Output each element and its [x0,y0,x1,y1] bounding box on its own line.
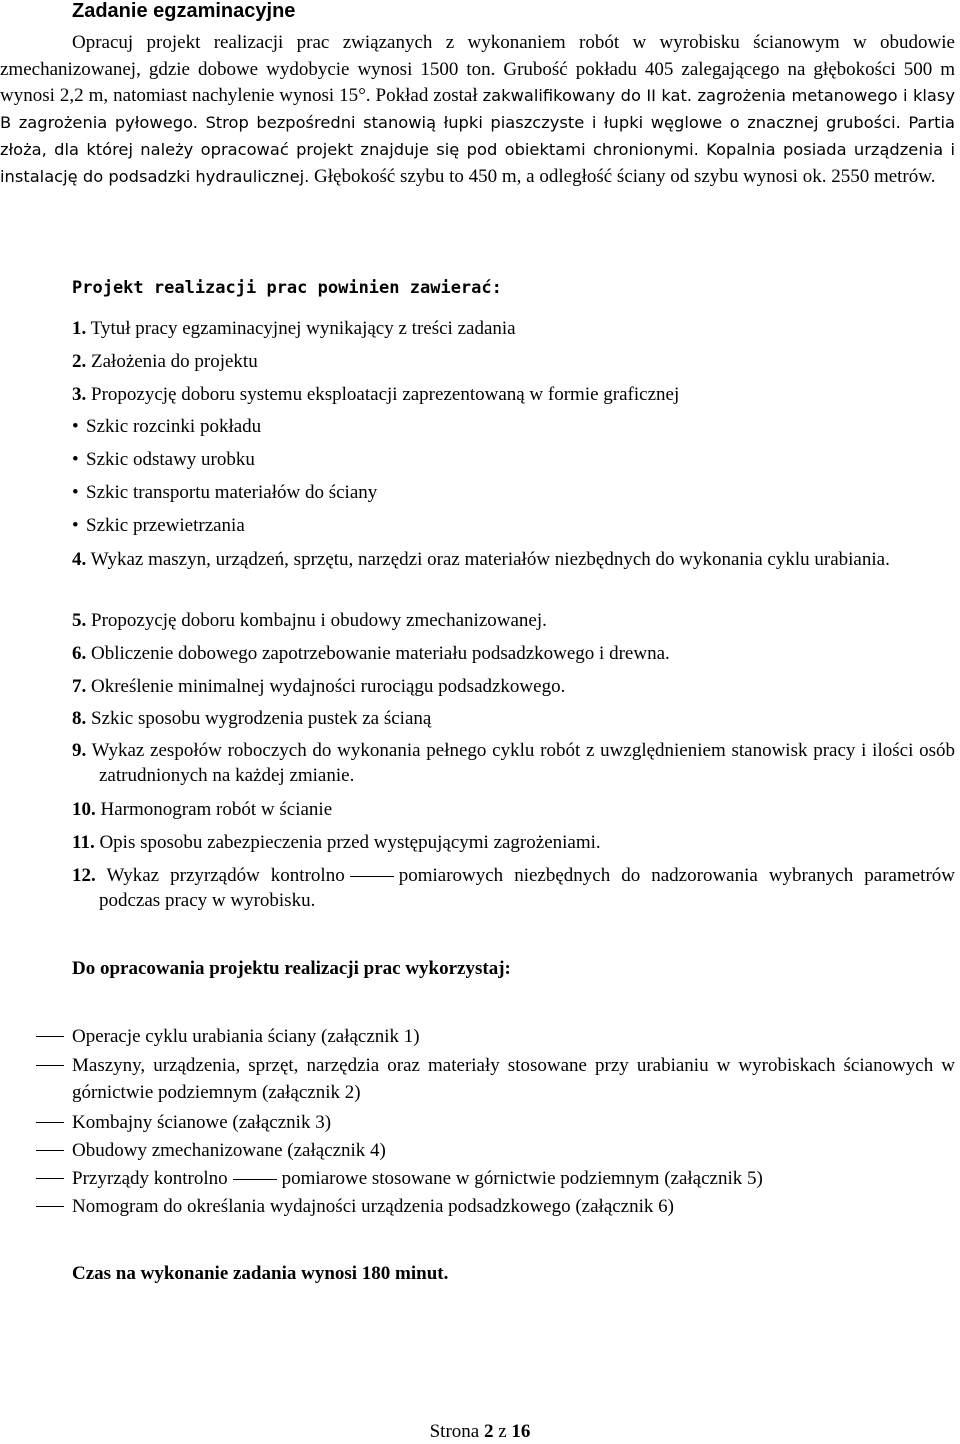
dash-marker [36,1178,64,1179]
dash-marker [36,1206,64,1207]
dash-marker [36,1150,64,1151]
bullet-icon: • [72,416,79,437]
page-title: Zadanie egzaminacyjne [72,0,296,22]
attachment-item: Nomogram do określania wydajności urządzenia podsadzkowego (załącznik 6) [36,1193,955,1220]
em-dash [233,1179,277,1180]
bullet-item: • Szkic rozcinki pokładu [72,416,262,437]
time-note: Czas na wykonanie zadania wynosi 180 minut. [72,1263,449,1284]
bullet-item: • Szkic odstawy urobku [72,449,255,470]
total-pages: 16 [511,1421,531,1442]
task-text-2: . Pokład został [365,85,478,107]
bullet-item: • Szkic transportu materiałów do ściany [72,482,378,503]
list-item: 6. Obliczenie dobowego zapotrzebowanie materiału podsadzkowego i drewna. [72,643,670,664]
attachment-item: Maszyny, urządzenia, sprzęt, narzędzia oraz materiały stosowane przy urabianiu w wyrobiskach ścianowych w górnictwie podziemnym (załącznik 2) [36,1052,955,1106]
list-item: 10. Harmonogram robót w ścianie [72,799,333,820]
list-item: 3. Propozycję doboru systemu eksploatacji zaprezentowaną w formie graficznej [72,384,680,405]
attachment-item: Kombajny ścianowe (załącznik 3) [36,1109,955,1136]
list-item: 1. Tytuł pracy egzaminacyjnej wynikający z treści zadania [72,318,516,339]
list-item: 11. Opis sposobu zabezpieczenia przed występującymi zagrożeniami. [72,832,601,853]
dash-marker [36,1122,64,1123]
project-heading: Projekt realizacji prac powinien zawierać: [72,278,502,298]
materials-heading: Do opracowania projektu realizacji prac wykorzystaj: [72,958,511,979]
bullet-icon: • [72,449,79,470]
list-item: 8. Szkic sposobu wygrodzenia pustek za ścianą [72,708,432,729]
list-item: 2. Założenia do projektu [72,351,258,372]
attachment-item: Obudowy zmechanizowane (załącznik 4) [36,1137,955,1164]
current-page: 2 [483,1421,494,1442]
list-item: 9. Wykaz zespołów roboczych do wykonania pełnego cyklu robót z uwzględnieniem stanowisk pracy i ilości osób zatrudnionych na każdej zmianie. [72,740,955,786]
bullet-icon: • [72,515,79,536]
attachment-item: Przyrządy kontrolno pomiarowe stosowane w górnictwie podziemnym (załącznik 5) [36,1165,955,1192]
bullet-item: • Szkic przewietrzania [72,515,245,536]
task-description [0,30,955,190]
list-item: 7. Określenie minimalnej wydajności rurociągu podsadzkowego. [72,676,566,697]
list-item: 4. Wykaz maszyn, urządzeń, sprzętu, narzędzi oraz materiałów niezbędnych do wykonania cyklu urabiania. [72,549,890,570]
dash-marker [36,1036,64,1037]
degree-sign: ° [358,85,366,107]
bullet-icon: • [72,482,79,503]
list-item: 12. Wykaz przyrządów kontrolno pomiarowych niezbędnych do nadzorowania wybranych parametrów podczas pracy w wyrobisku. [72,865,955,911]
task-text-3: zakwalifikowany do II kat. zagrożenia metanowego i klasy B zagrożenia pyłowego. Strop bezpośredni stanowią łupki piaszczyste i łupki węglowe o znacznej grubości. Partia złoża, dla której należy opracować projekt znajduje się pod obiektami chronionymi. Kopalnia posiada urządzenia i instalację do podsadzki hydraulicznej. [0,86,955,186]
page-footer: Strona 2 z 16 [429,1421,531,1442]
list-item: 5. Propozycję doboru kombajnu i obudowy zmechanizowanej. [72,610,547,631]
task-text-1: Opracuj projekt realizacji prac związanych z wykonaniem robót w wyrobisku ścianowym w obudowie zmechanizowanej, gdzie dobowe wydobycie wynosi 1500 ton. Grubość pokładu 405 zalegającego na głębokości 500 m wynosi 2,2 m, natomiast nachylenie wynosi 15 [0,32,955,107]
dash-marker [36,1065,64,1066]
attachment-item: Operacje cyklu urabiania ściany (załącznik 1) [36,1023,955,1050]
task-text-4: Głębokość szybu to 450 m, a odległość ściany od szybu wynosi ok. 2550 metrów. [314,165,936,187]
em-dash [350,876,394,877]
